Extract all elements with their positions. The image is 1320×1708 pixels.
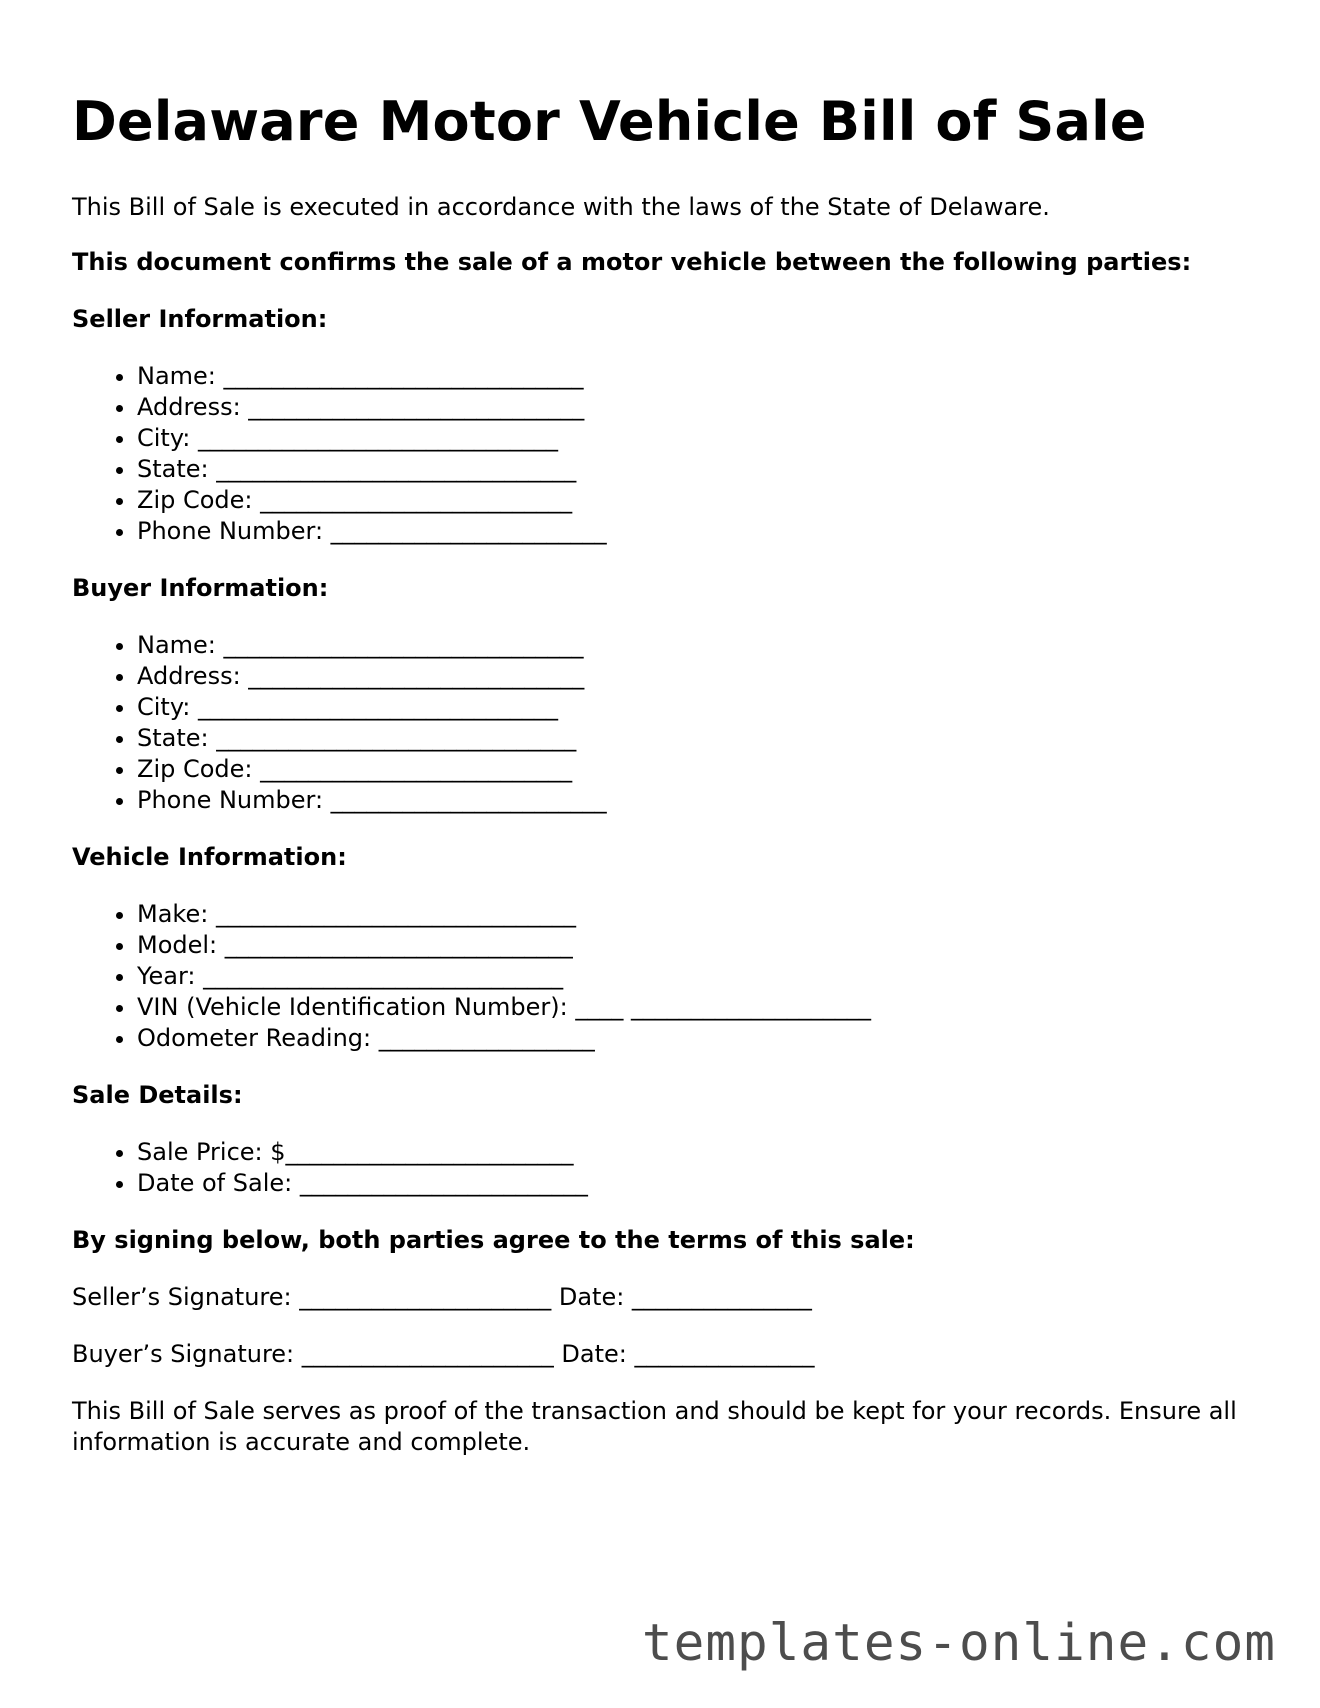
sale-date-field: • Date of Sale: ________________________ bbox=[137, 1168, 1252, 1199]
intro-paragraph: This Bill of Sale is executed in accordance with the laws of the State of Delaware. bbox=[72, 193, 1050, 221]
confirm-paragraph: This document confirms the sale of a motor vehicle between the following parties: bbox=[72, 248, 1192, 276]
closing-paragraph: This Bill of Sale serves as proof of the transaction and should be kept for your records. Ensure all information is accurate and complete. bbox=[72, 1397, 1237, 1456]
buyer-name-field: • Name: ______________________________ bbox=[137, 630, 1252, 661]
buyer-address-field: • Address: ____________________________ bbox=[137, 661, 1252, 692]
buyer-phone-field: • Phone Number: _______________________ bbox=[137, 785, 1252, 816]
seller-address-field: • Address: ____________________________ bbox=[137, 392, 1252, 423]
document-title: Delaware Motor Vehicle Bill of Sale bbox=[72, 90, 1147, 153]
watermark-text: templates-online.com bbox=[641, 1614, 1276, 1673]
vehicle-vin-field: • VIN (Vehicle Identification Number): ____ ____________________ bbox=[137, 992, 1252, 1023]
seller-city-field: • City: ______________________________ bbox=[137, 423, 1252, 454]
buyer-fields-list bbox=[72, 630, 1252, 816]
buyer-city-field: • City: ______________________________ bbox=[137, 692, 1252, 723]
buyer-signature-line: Buyer’s Signature: _____________________ Date: _______________ bbox=[72, 1340, 815, 1368]
vehicle-make-field: • Make: ______________________________ bbox=[137, 899, 1252, 930]
agreement-heading: By signing below, both parties agree to the terms of this sale: bbox=[72, 1226, 915, 1254]
buyer-heading: Buyer Information: bbox=[72, 574, 329, 602]
sale-heading: Sale Details: bbox=[72, 1081, 243, 1109]
seller-signature-line: Seller’s Signature: _____________________ Date: _______________ bbox=[72, 1283, 812, 1311]
vehicle-fields-list bbox=[72, 899, 1252, 1054]
seller-fields-list bbox=[72, 361, 1252, 547]
sale-fields-list bbox=[72, 1137, 1252, 1199]
seller-phone-field: • Phone Number: _______________________ bbox=[137, 516, 1252, 547]
seller-heading: Seller Information: bbox=[72, 305, 328, 333]
sale-price-field: • Sale Price: $________________________ bbox=[137, 1137, 1252, 1168]
buyer-zip-field: • Zip Code: __________________________ bbox=[137, 754, 1252, 785]
document-page bbox=[72, 0, 1252, 1458]
seller-zip-field: • Zip Code: __________________________ bbox=[137, 485, 1252, 516]
seller-name-field: • Name: ______________________________ bbox=[137, 361, 1252, 392]
buyer-state-field: • State: ______________________________ bbox=[137, 723, 1252, 754]
vehicle-year-field: • Year: ______________________________ bbox=[137, 961, 1252, 992]
vehicle-model-field: • Model: _____________________________ bbox=[137, 930, 1252, 961]
seller-state-field: • State: ______________________________ bbox=[137, 454, 1252, 485]
vehicle-heading: Vehicle Information: bbox=[72, 843, 347, 871]
vehicle-odometer-field: • Odometer Reading: __________________ bbox=[137, 1023, 1252, 1054]
